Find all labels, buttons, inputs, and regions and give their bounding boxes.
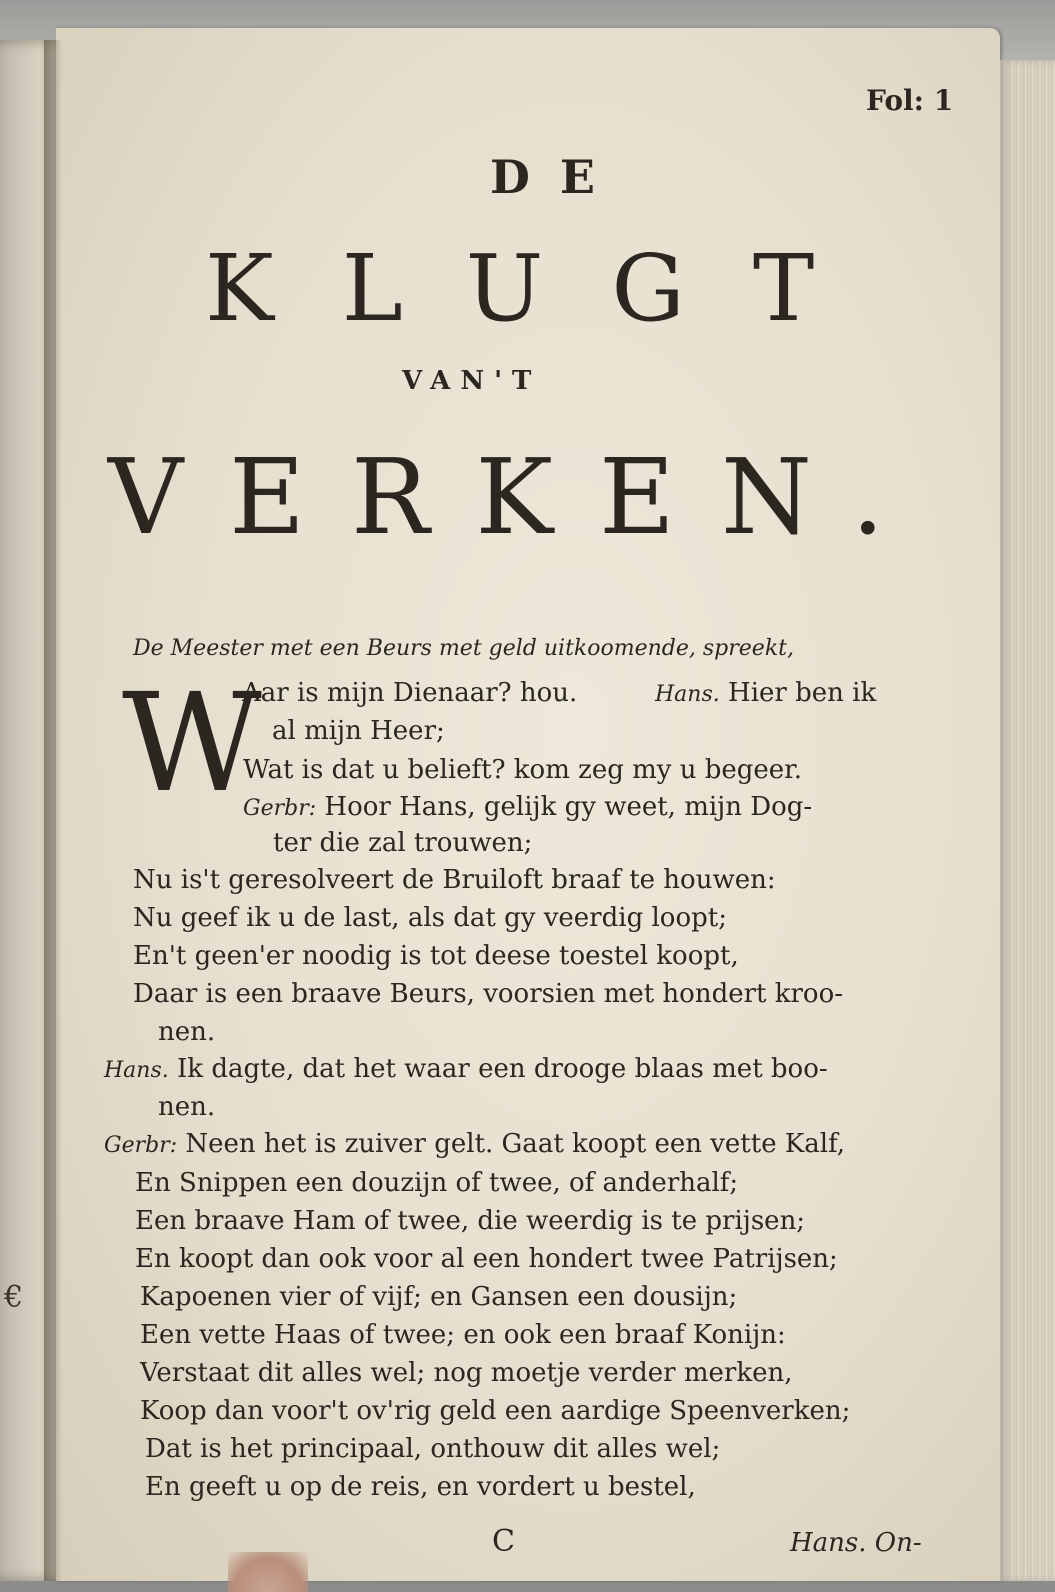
- thumb-edge: [228, 1552, 308, 1592]
- verse-line: En geeft u op de reis, en vordert u bestel,: [145, 1472, 696, 1502]
- page-block-edges: [1000, 60, 1055, 1581]
- speaker-name: Hans.: [104, 1058, 169, 1083]
- verse-line: al mijn Heer;: [272, 716, 445, 746]
- verse-text: Ik dagte, dat het waar een drooge blaas met boo-: [177, 1054, 828, 1084]
- verse-line: Een braave Ham of twee, die weerdig is te prijsen;: [135, 1206, 806, 1236]
- verse-line: En't geen'er noodig is tot deese toestel koopt,: [133, 941, 739, 971]
- verse-line: Wat is dat u belieft? kom zeg my u begeer.: [243, 755, 803, 785]
- speaker-name: Hans.: [655, 682, 720, 707]
- verse-line: Nu geef ik u de last, als dat gy veerdig loopt;: [133, 903, 727, 933]
- verse-line: En koopt dan ook voor al een hondert twee Patrijsen;: [135, 1244, 838, 1274]
- stage-direction: De Meester met een Beurs met geld uitkoomende, spreekt,: [133, 636, 794, 661]
- book-gutter: [44, 40, 62, 1581]
- verse-line: En Snippen een douzijn of twee, of anderhalf;: [135, 1168, 739, 1198]
- folio-number: Fol: 1: [866, 84, 954, 117]
- verse-line: [243, 794, 812, 820]
- verse-line: Koop dan voor't ov'rig geld een aardige Speenverken;: [140, 1396, 851, 1426]
- title-line-de: DE: [490, 150, 625, 204]
- signature-mark: C: [492, 1524, 515, 1559]
- speaker-name: Gerbr:: [104, 1133, 178, 1158]
- verse-line: Een vette Haas of twee; en ook een braaf Konijn:: [140, 1320, 786, 1350]
- verse-line: Verstaat dit alles wel; nog moetje verder merken,: [140, 1358, 793, 1388]
- left-page-mark: €: [4, 1280, 24, 1315]
- verse-line: Kapoenen vier of vijf; en Gansen een dousijn;: [140, 1282, 738, 1312]
- catchword: Hans. On-: [790, 1528, 922, 1558]
- verse-line: [104, 1131, 845, 1157]
- title-line-vant: VAN'T: [402, 366, 542, 396]
- verse-line: nen.: [158, 1017, 216, 1047]
- verse-line: ter die zal trouwen;: [273, 828, 533, 858]
- verse-line: Nu is't geresolveert de Bruiloft braaf te houwen:: [133, 865, 776, 895]
- verse-line: Aar is mijn Dienaar? hou.: [242, 678, 578, 708]
- drop-cap: W: [122, 665, 262, 823]
- speaker-name: Gerbr:: [243, 796, 317, 821]
- title-line-verken: VERKEN.: [108, 436, 931, 558]
- verse-text: Hoor Hans, gelijk gy weet, mijn Dog-: [324, 792, 813, 822]
- verse-text: Hier ben ik: [728, 678, 877, 708]
- verse-line: [655, 680, 876, 706]
- verse-line: nen.: [158, 1092, 216, 1122]
- verse-line: Dat is het principaal, onthouw dit alles wel;: [145, 1434, 721, 1464]
- verse-line: Daar is een braave Beurs, voorsien met hondert kroo-: [133, 979, 844, 1009]
- verse-line: [104, 1056, 828, 1082]
- title-line-klugt: KLUGT: [205, 235, 883, 342]
- verse-text: Neen het is zuiver gelt. Gaat koopt een vette Kalf,: [185, 1129, 846, 1159]
